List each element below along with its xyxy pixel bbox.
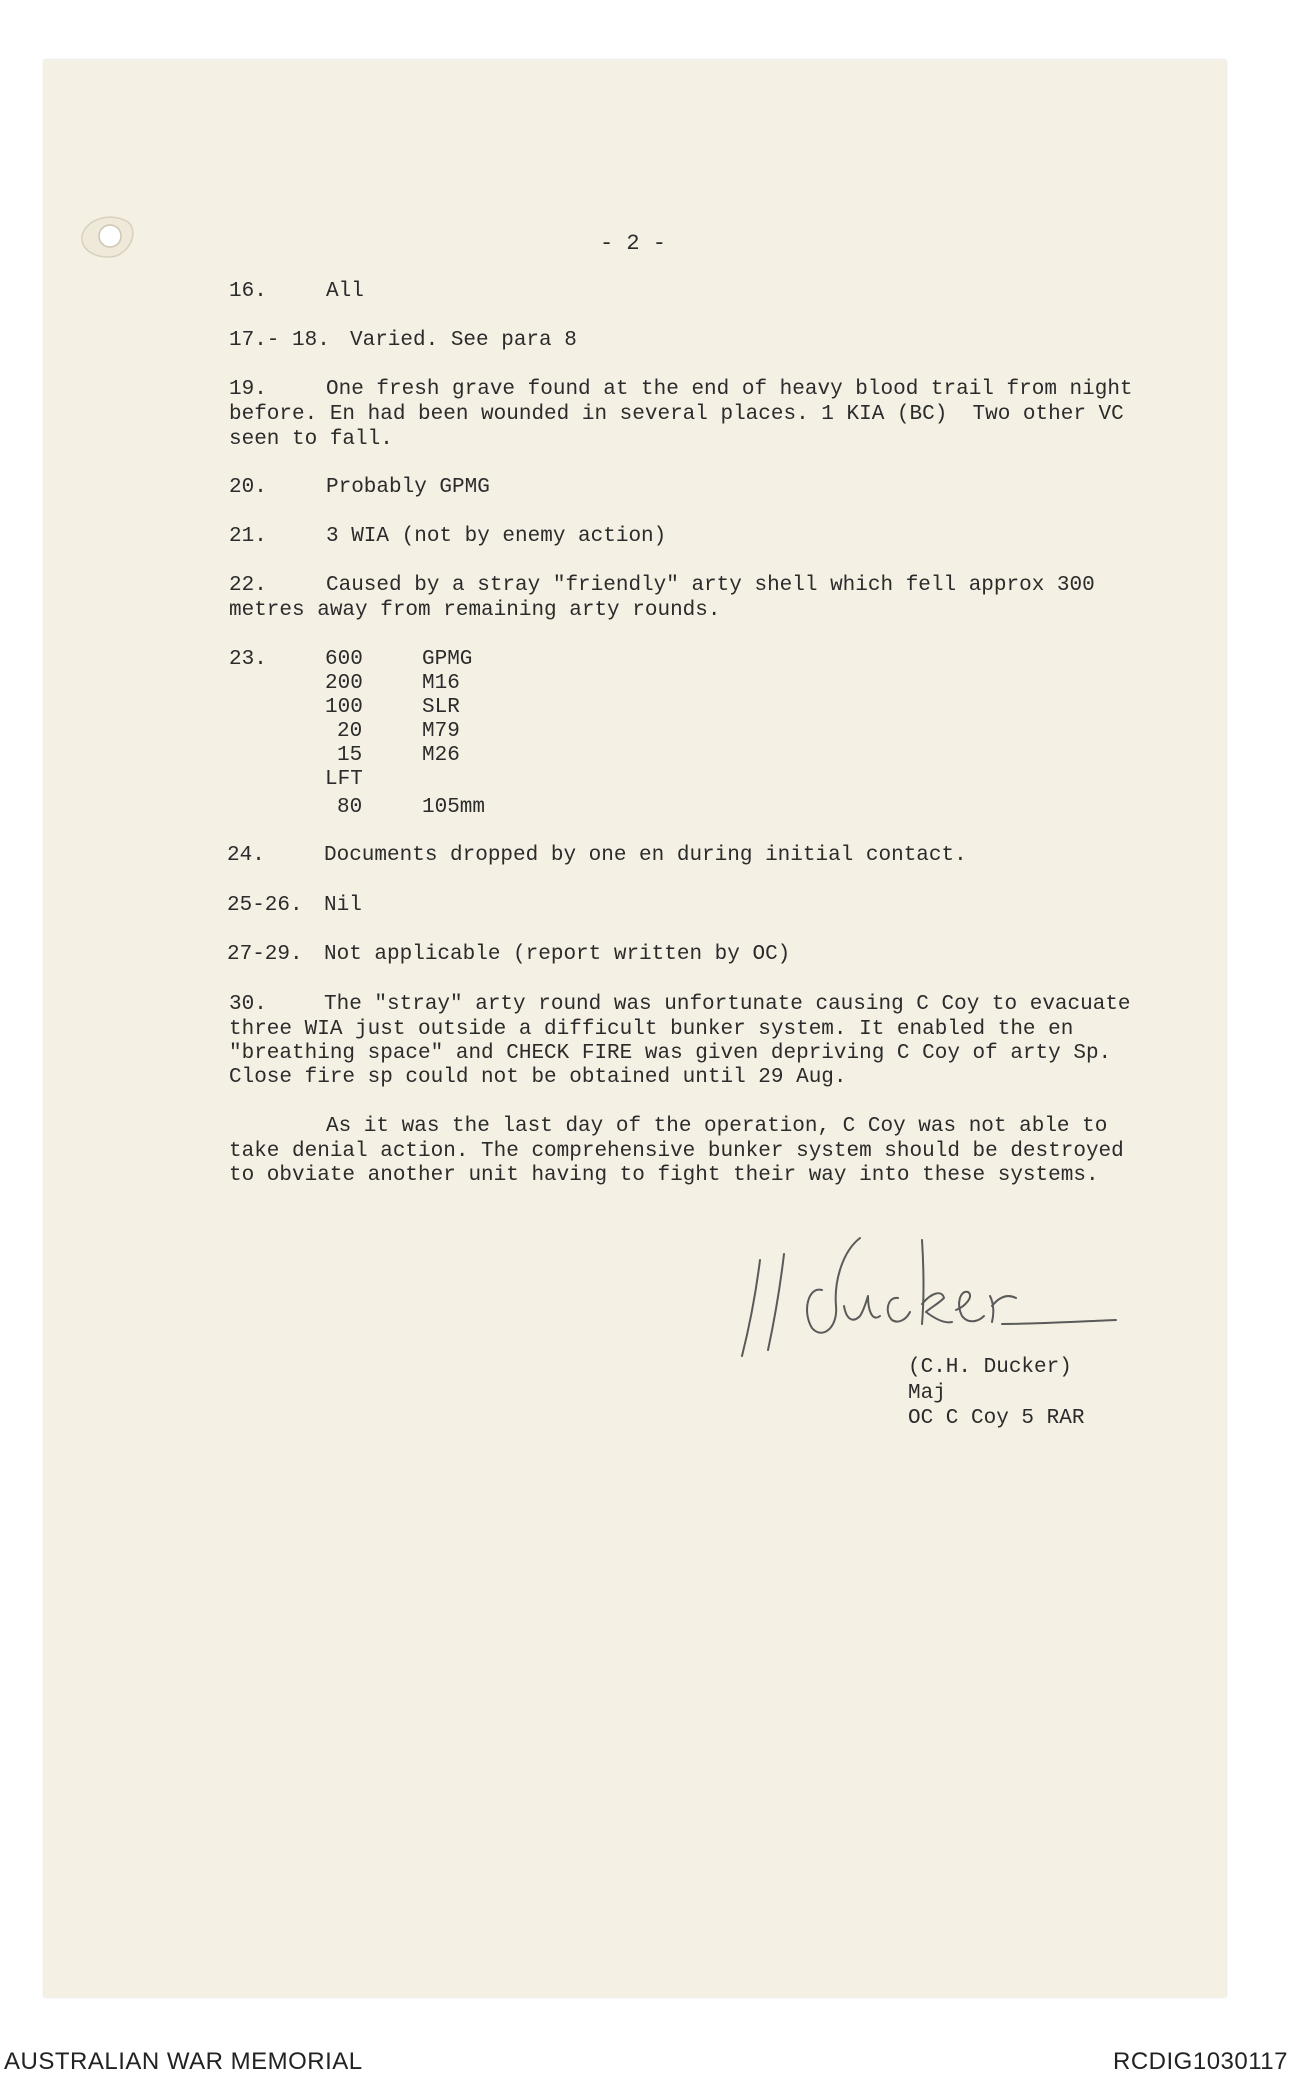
item-number: 25-26.: [227, 894, 303, 917]
item-number: 30.: [229, 993, 267, 1016]
ammo-qty: 600: [325, 648, 363, 671]
ammo-type: 105mm: [422, 796, 486, 819]
item-number: 22.: [229, 574, 267, 597]
ammo-qty: 100: [325, 696, 363, 719]
item-number: 17.- 18.: [229, 329, 330, 352]
footer-record-id: RCDIG1030117: [1113, 2048, 1288, 2075]
ammo-type: M16: [422, 672, 460, 695]
item-text: Not applicable (report written by OC): [324, 943, 791, 966]
item-number: 24.: [227, 844, 265, 867]
item-text: metres away from remaining arty rounds.: [229, 599, 721, 622]
signatory-rank: Maj: [908, 1382, 946, 1405]
closing-text: As it was the last day of the operation, C Coy was not able to: [326, 1115, 1108, 1138]
item-text: Varied. See para 8: [350, 329, 577, 352]
item-number: 27-29.: [227, 943, 303, 966]
item-text: One fresh grave found at the end of heavy blood trail from night: [326, 378, 1133, 401]
ammo-type: SLR: [422, 696, 460, 719]
signatory-unit: OC C Coy 5 RAR: [908, 1407, 1085, 1430]
item-number: 21.: [229, 525, 267, 548]
ammo-qty: 200: [325, 672, 363, 695]
item-text: Nil: [324, 894, 362, 917]
ammo-qty: 20: [337, 720, 363, 743]
signatory-name: (C.H. Ducker): [908, 1356, 1072, 1379]
item-text: Caused by a stray "friendly" arty shell which fell approx 300: [326, 574, 1095, 597]
item-number: 19.: [229, 378, 267, 401]
item-text: Probably GPMG: [326, 476, 490, 499]
item-text: Close fire sp could not be obtained until 29 Aug.: [229, 1066, 847, 1089]
item-text: seen to fall.: [229, 428, 393, 451]
ammo-type: M26: [422, 744, 460, 767]
item-text: All: [326, 280, 364, 303]
item-number: 20.: [229, 476, 267, 499]
ammo-type: M79: [422, 720, 460, 743]
item-number: 16.: [229, 280, 267, 303]
item-number: 23.: [229, 648, 267, 671]
footer-archive-name: AUSTRALIAN WAR MEMORIAL: [4, 2048, 363, 2075]
punch-hole-icon: [72, 206, 142, 262]
item-text: Documents dropped by one en during initial contact.: [324, 844, 967, 867]
ammo-qty: 80: [337, 796, 363, 819]
page-number: - 2 -: [600, 231, 667, 256]
ammo-qty: LFT: [325, 768, 363, 791]
item-text: three WIA just outside a difficult bunker system. It enabled the en: [229, 1018, 1074, 1041]
item-text: before. En had been wounded in several places. 1 KIA (BC) Two other VC: [229, 403, 1124, 426]
ammo-qty: 15: [337, 744, 363, 767]
item-text: "breathing space" and CHECK FIRE was given depriving C Coy of arty Sp.: [229, 1042, 1112, 1065]
item-text: The "stray" arty round was unfortunate causing C Coy to evacuate: [324, 993, 1131, 1016]
handwritten-signature: [712, 1232, 1132, 1368]
closing-text: take denial action. The comprehensive bunker system should be destroyed: [229, 1140, 1124, 1163]
ammo-type: GPMG: [422, 648, 473, 671]
item-text: 3 WIA (not by enemy action): [326, 525, 667, 548]
closing-text: to obviate another unit having to fight their way into these systems.: [229, 1164, 1099, 1187]
